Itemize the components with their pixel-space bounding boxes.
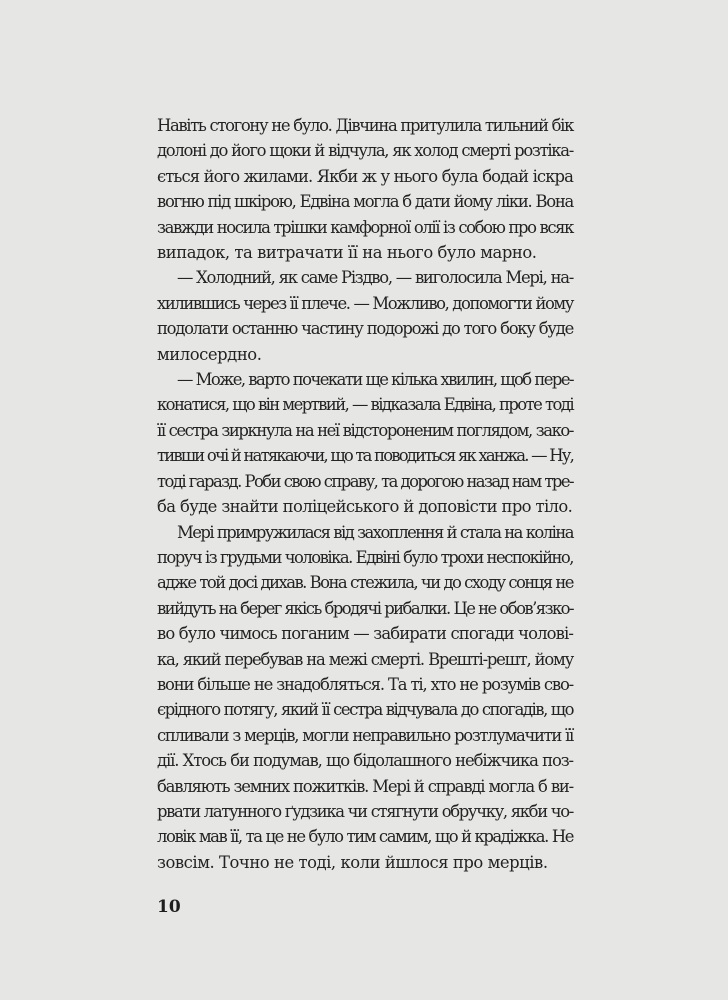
text-line: подолати останню частину подорожі до того боку буде <box>157 319 573 339</box>
paragraph <box>157 113 573 265</box>
text-line: випадок, та витрачати її на нього було марно. <box>157 243 537 263</box>
text-line: її сестра зиркнула на неї відстороненим поглядом, зако- <box>157 420 573 440</box>
text-line: Навіть стогону не було. Дівчина притулила тильний бік <box>157 116 573 135</box>
text-line: милосердно. <box>157 344 262 364</box>
text-line: хилившись через її плече. — Можливо, допомогти йому <box>157 293 573 313</box>
page-number: 10 <box>157 897 181 917</box>
text-line: поруч із грудьми чоловіка. Едвіні було трохи неспокійно, <box>157 547 573 567</box>
text-line: Мері примружилася від захоплення й стала на коліна <box>177 522 573 542</box>
text-line: долоні до його щоки й відчула, як холод смерті розтіка- <box>157 141 573 161</box>
text-line: завжди носила трішки камфорної олії із собою про всяк <box>157 217 573 237</box>
text-line: зовсім. Точно не тоді, коли йшлося про мерців. <box>157 852 548 872</box>
text-line: спливали з мерців, могли неправильно розтлумачити її <box>157 725 573 745</box>
text-line: во було чимось поганим — забирати спогади чолові- <box>157 624 573 644</box>
text-line: ка, який перебував на межі смерті. Врешті-решт, йому <box>157 649 573 669</box>
text-line: дії. Хтось би подумав, що бідолашного небіжчика поз- <box>157 751 573 771</box>
paragraph <box>157 367 573 519</box>
text-line: ловік мав її, та це не було тим самим, що й крадіжка. Не <box>157 827 573 847</box>
text-line: рвати латунного ґудзика чи стягнути обручку, якби чо- <box>157 801 573 821</box>
text-line: — Може, варто почекати ще кілька хвилин, щоб пере- <box>177 370 573 390</box>
text-line: конатися, що він мертвий, — відказала Едвіна, проте тоді <box>157 395 573 415</box>
text-line: вони більше не знадобляться. Та ті, хто не розумів сво- <box>157 674 573 694</box>
text-line: адже той досі дихав. Вона стежила, чи до сходу сонця не <box>157 573 573 593</box>
text-line: ється його жилами. Якби ж у нього була бодай іскра <box>157 166 573 186</box>
body-text <box>157 113 573 875</box>
text-line: ба буде знайти поліцейського й доповісти про тіло. <box>157 497 573 517</box>
text-line: — Холодний, як саме Різдво, — виголосила Мері, на- <box>177 268 573 288</box>
text-line: тоді гаразд. Роби свою справу, та дорогою назад нам тре- <box>157 471 573 491</box>
text-line: вогню під шкірою, Едвіна могла б дати йому ліки. Вона <box>157 192 573 212</box>
paragraph <box>157 520 573 876</box>
text-line: вийдуть на берег якісь бродячі рибалки. Це не обов’язко- <box>157 598 573 618</box>
text-line: тивши очі й натякаючи, що та поводиться як ханжа. — Ну, <box>157 446 573 466</box>
paragraph <box>157 265 573 367</box>
text-line: бавляють земних пожитків. Мері й справді могла б ви- <box>157 776 573 796</box>
text-line: єрідного потягу, який її сестра відчувала до спогадів, що <box>157 700 573 720</box>
